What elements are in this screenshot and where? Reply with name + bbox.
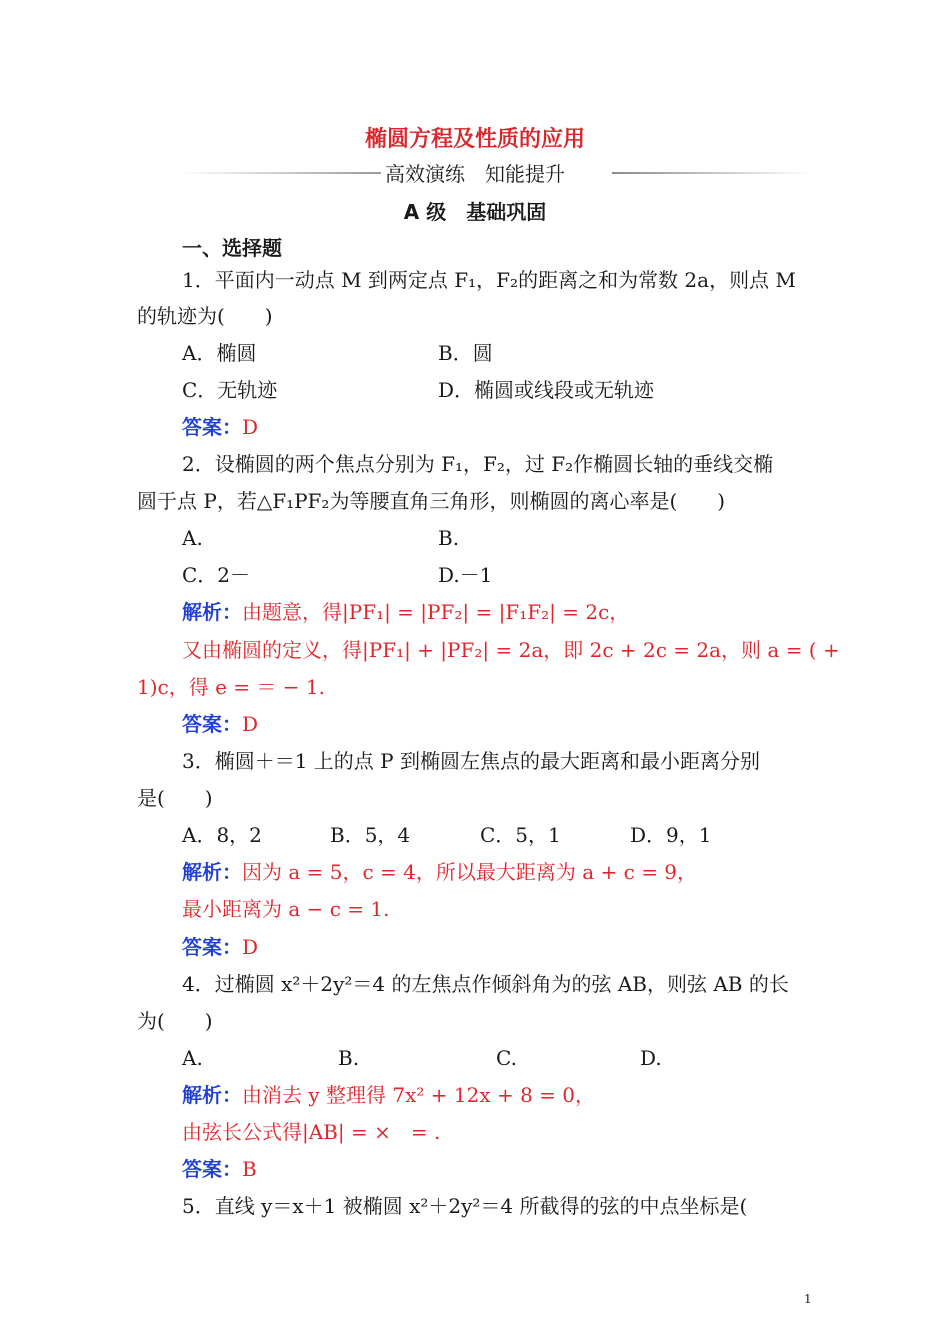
q3-option-b: B．5，4 [330, 823, 411, 847]
q2-stem-line2: 圆于点 P，若△F₁PF₂为等腰直角三角形，则椭圆的离心率是( ) [137, 489, 726, 513]
q5-stem-line1: 5．直线 y＝x＋1 被椭圆 x²＋2y²＝4 所截得的弦的中点坐标是( [182, 1194, 748, 1218]
solution-text: 由消去 y 整理得 7x² + 12x + 8 = 0， [242, 1083, 595, 1107]
solution-label: 解析： [182, 860, 242, 884]
answer-label: 答案： [182, 415, 242, 439]
q3-solution-line2: 最小距离为 a − c = 1. [182, 897, 390, 921]
q3-option-d: D．9，1 [630, 823, 712, 847]
answer-label: 答案： [182, 1157, 242, 1181]
page-number: 1 [804, 1292, 812, 1306]
q2-stem-line1: 2．设椭圆的两个焦点分别为 F₁，F₂，过 F₂作椭圆长轴的垂线交椭 [182, 452, 774, 476]
answer-value: D [242, 712, 259, 736]
q3-stem-line2: 是( ) [137, 786, 213, 810]
solution-text: 因为 a = 5，c = 4，所以最大距离为 a + c = 9， [242, 860, 698, 884]
q4-option-b: B. [338, 1046, 360, 1070]
q3-stem-line1: 3．椭圆＋＝1 上的点 P 到椭圆左焦点的最大距离和最小距离分别 [182, 749, 760, 773]
solution-label: 解析： [182, 600, 242, 624]
q3-solution-line1 [182, 860, 697, 884]
q1-option-d: D．椭圆或线段或无轨迹 [438, 378, 655, 402]
q2-option-b: B. [438, 526, 460, 550]
solution-text: 由题意，得|PF₁| = |PF₂| = |F₁F₂| = 2c， [242, 600, 630, 624]
q2-solution-line3: 1)c，得 e = ＝ − 1. [137, 675, 325, 699]
answer-value: D [242, 935, 259, 959]
answer-value: D [242, 415, 259, 439]
q2-answer [182, 712, 258, 736]
q3-option-c: C．5，1 [480, 823, 561, 847]
q1-stem-line2: 的轨迹为( ) [137, 304, 273, 328]
q4-option-a: A. [182, 1046, 203, 1070]
answer-value: B [242, 1157, 257, 1181]
page-subtitle [0, 158, 950, 187]
q4-stem-line2: 为( ) [137, 1009, 213, 1033]
q3-option-a: A．8，2 [182, 823, 262, 847]
subtitle-text: 高效演练 知能提升 [381, 162, 569, 186]
q1-answer [182, 415, 258, 439]
q4-solution-line1 [182, 1083, 595, 1107]
section-heading: 一、选择题 [182, 236, 282, 260]
page-title: 椭圆方程及性质的应用 [364, 127, 585, 152]
q4-option-c: C. [496, 1046, 517, 1070]
answer-label: 答案： [182, 712, 242, 736]
q4-option-d: D. [640, 1046, 662, 1070]
q2-option-a: A. [182, 526, 203, 550]
q1-option-a: A．椭圆 [182, 341, 257, 365]
q1-stem-line1: 1．平面内一动点 M 到两定点 F₁，F₂的距离之和为常数 2a，则点 M [182, 268, 796, 292]
q1-option-c: C．无轨迹 [182, 378, 278, 402]
q3-answer [182, 935, 258, 959]
q4-stem-line1: 4．过椭圆 x²＋2y²＝4 的左焦点作倾斜角为的弦 AB，则弦 AB 的长 [182, 972, 789, 996]
q2-solution-line2: 又由椭圆的定义，得|PF₁| + |PF₂| = 2a，即 2c + 2c = 2a，则 a = ( + [182, 638, 840, 662]
answer-label: 答案： [182, 935, 242, 959]
q2-option-c: C．2－ [182, 563, 251, 587]
q1-option-b: B．圆 [438, 341, 493, 365]
level-heading: A 级 基础巩固 [403, 200, 547, 224]
solution-label: 解析： [182, 1083, 242, 1107]
q4-answer [182, 1157, 257, 1181]
q2-option-d: D.－1 [438, 563, 493, 587]
q2-solution-line1 [182, 600, 629, 624]
q4-solution-line2: 由弦长公式得|AB| = × = . [182, 1120, 441, 1144]
